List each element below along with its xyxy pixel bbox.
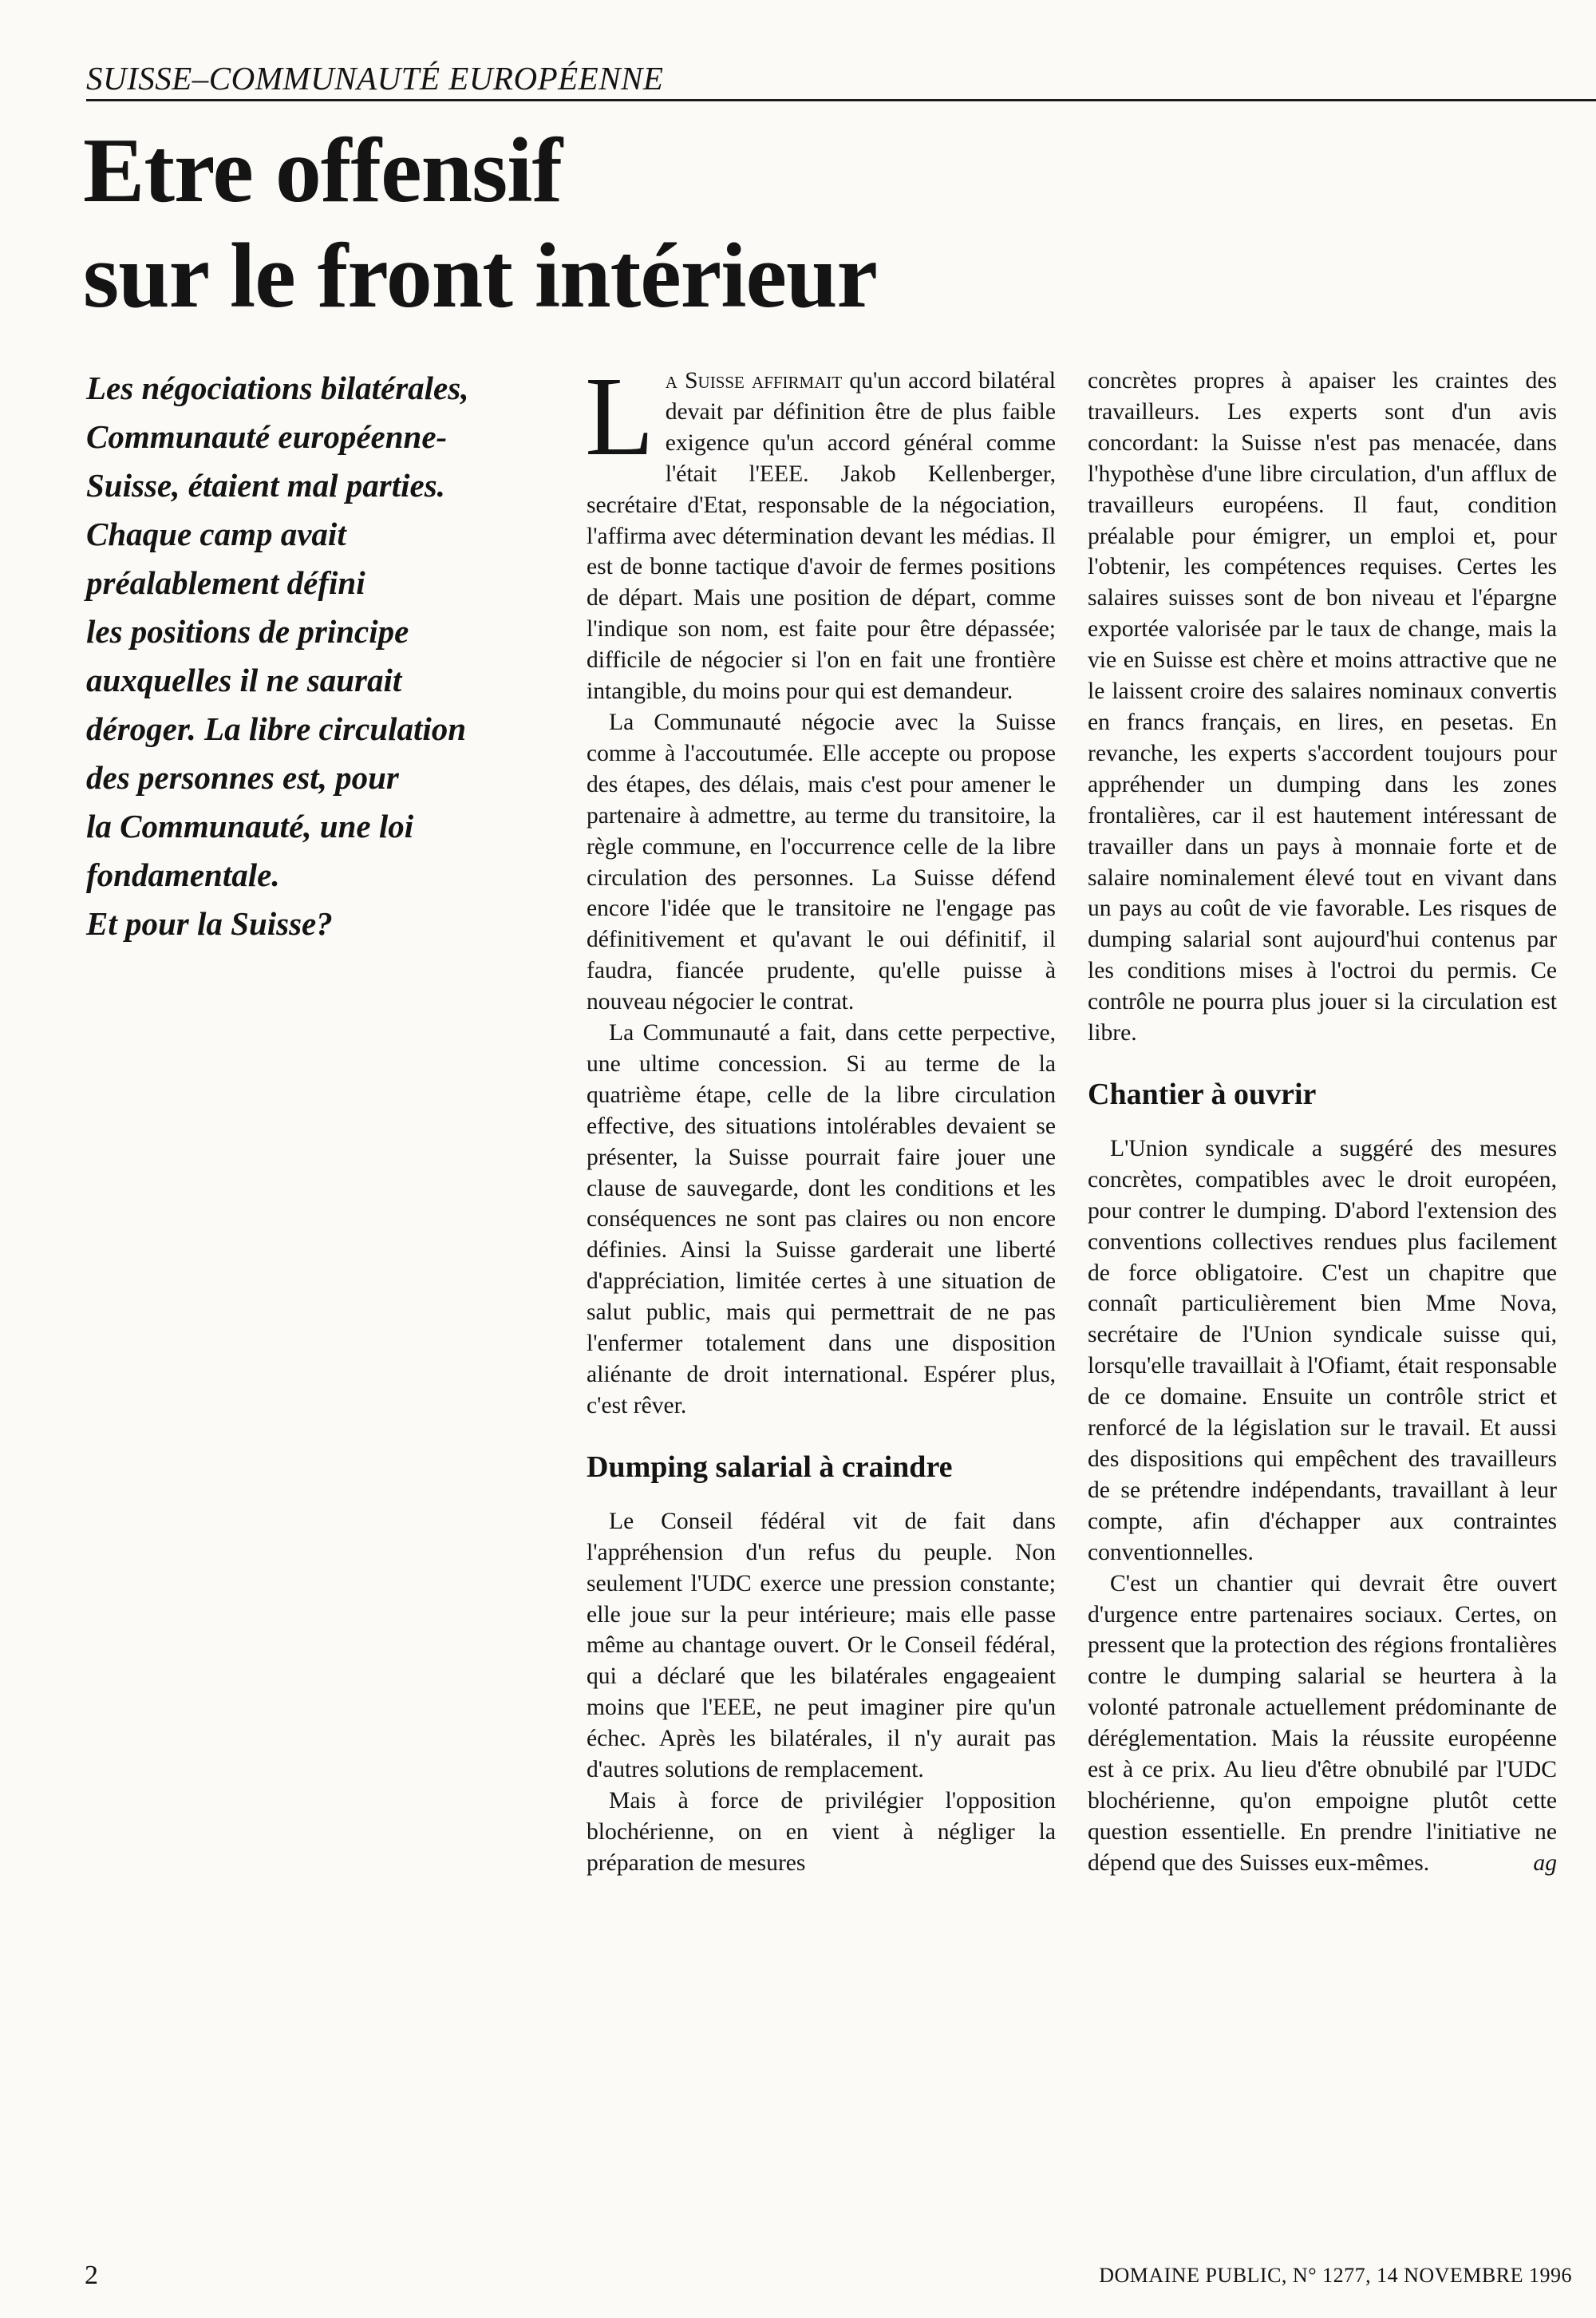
title-line-2: sur le front intérieur: [83, 225, 877, 327]
subheading-chantier: Chantier à ouvrir: [1088, 1077, 1317, 1111]
title-line-1: Etre offensif: [83, 120, 563, 222]
section-rubric: SUISSE–COMMUNAUTÉ EUROPÉENNE: [86, 60, 664, 97]
paragraph-5: Mais à force de privilégier l'opposition blochérienne, on en vient à négliger la préparation de mesures: [587, 1787, 1056, 1876]
publication-info: DOMAINE PUBLIC, N° 1277, 14 NOVEMBRE 1996: [1099, 2264, 1572, 2287]
lead-line: les positions de principe: [86, 613, 409, 650]
article-lead: [86, 364, 549, 948]
lead-line: la Communauté, une loi: [86, 808, 414, 845]
text-column-2: [1088, 366, 1557, 1879]
paragraph-3: La Communauté a fait, dans cette perpective, une ultime concession. Si au terme de la quatrième étape, celle de la libre circulation effective, des situations intolérables devaient se présenter, la Suisse pourrait faire jouer une clause de sauvegarde, dont les conditions et les conséquences ne sont pas claires ou non encore définies. Ainsi la Suisse garderait une liberté d'appréciation, limitée certes à une situation de salut public, mais qui permettrait de ne pas l'enfermer totalement dans une disposition aliénante de droit international. Espérer plus, c'est rêver.: [587, 1020, 1056, 1418]
lead-line: Suisse, étaient mal parties.: [86, 467, 445, 504]
paragraph-1: [585, 353, 1057, 707]
article-title: [83, 118, 1041, 329]
lead-line: préalablement défini: [86, 564, 365, 601]
paragraph-4: Le Conseil fédéral vit de fait dans l'appréhension d'un refus du peuple. Non seulement l'UDC exerce une pression constante; elle joue sur la peur intérieure; mais elle passe même au chantage ouvert. Or le Conseil fédéral, qui a déclaré que les bilatérales engageaient moins que l'EEE, ne peut imaginer pire qu'un échec. Après les bilatérales, il n'y aurait pas d'autres solutions de remplacement.: [587, 1508, 1056, 1783]
lead-line: Communauté européenne-: [86, 418, 448, 455]
lead-line: auxquelles il ne saurait: [86, 662, 402, 698]
lead-line: Chaque camp avait: [86, 516, 346, 552]
lead-line: déroger. La libre circulation: [86, 710, 467, 747]
page-number: 2: [85, 2261, 98, 2290]
text-column-1: [585, 353, 1057, 1879]
lead-line: Et pour la Suisse?: [86, 905, 333, 942]
paragraph-2: La Communauté négocie avec la Suisse comme à l'accoutumée. Elle accepte ou propose des étapes, des délais, mais c'est pour amener le partenaire à admettre, au terme du transitoire, la règle commune, en l'occurrence celle de la libre circulation des personnes. La Suisse défend encore l'idée que le transitoire ne l'engage pas définitivement et qu'avant le oui définitif, il faudra, fiancée prudente, qu'elle puisse à nouveau négocier le contrat.: [587, 709, 1056, 1015]
paragraph-5-continued: concrètes propres à apaiser les craintes des travailleurs. Les experts sont d'un avis concordant: la Suisse n'est pas menacée, dans l'hypothèse d'une libre circulation, d'un afflux de travailleurs européens. Il faut, condition préalable pour émigrer, un emploi et, pour l'obtenir, les compétences requises. Certes les salaires suisses sont de bon niveau et l'épargne exportée valorisée par le taux de change, mais la vie en Suisse est chère et moins attractive que ne le laissent croire des salaires nominaux convertis en francs français, en lires, en pesetas. En revanche, les experts s'accordent toujours pour appréhender un dumping dans les zones frontalières, car il est hautement intéressant de travailler dans un pays à monnaie forte et de salaire nominalement élevé tout en vivant dans un pays au coût de vie favorable. Les risques de dumping salarial sont aujourd'hui contenus par les conditions mises à l'octroi du permis. Ce contrôle ne pourra plus jouer si la circulation est libre.: [1088, 368, 1557, 1046]
drop-cap: L: [585, 353, 654, 479]
author-signature: ag: [1533, 1849, 1557, 1876]
lead-line: fondamentale.: [86, 856, 280, 893]
subheading-dumping: Dumping salarial à craindre: [587, 1450, 953, 1484]
paragraph-6: L'Union syndicale a suggéré des mesures concrètes, compatibles avec le droit européen, pour contrer le dumping. D'abord l'extension des conventions collectives rendues plus facilement de force obligatoire. C'est un chapitre que connaît particulièrement bien Mme Nova, secrétaire de l'Union syndicale suisse qui, lorsqu'elle travaillait à l'Ofiamt, était responsable de ce domaine. Ensuite un contrôle strict et renforcé de la législation sur le travail. Et aussi des dispositions qui empêchent des travailleurs de se prétendre indépendants, travaillant à leur compte, afin d'échapper aux contraintes conventionnelles.: [1088, 1135, 1557, 1565]
opening-smallcaps: a Suisse affirmait: [665, 368, 843, 394]
rubric-rule: [86, 99, 1596, 101]
lead-line: Les négociations bilatérales,: [86, 370, 469, 406]
paragraph-text: C'est un chantier qui devrait être ouvert d'urgence entre partenaires sociaux. Certes, on pressent que la protection des régions frontalières contre le dumping salarial se heurtera à la volonté patronale actuellement prédominante de déréglementation. Mais la réussite européenne est à ce prix. Au lieu d'être obnubilé par l'UDC blochérienne, qu'on empoigne plutôt cette question essentielle. En prendre l'initiative ne dépend que des Suisses eux-mêmes.: [1088, 1570, 1557, 1876]
lead-line: des personnes est, pour: [86, 759, 399, 796]
paragraph-7: [1088, 1568, 1557, 1879]
paragraph-text: qu'un accord bilatéral devait par définition être de plus faible exigence qu'un accord général comme l'était l'EEE. Jakob Kellenberger, secrétaire d'Etat, responsable de la négociation, l'affirma avec détermination devant les médias. Il est de bonne tactique d'avoir de fermes positions de départ. Mais une position de départ, comme l'indique son nom, est faite pour être dépassée; difficile de négocier si l'on en fait une frontière intangible, du moins pour qui est demandeur.: [587, 368, 1057, 705]
